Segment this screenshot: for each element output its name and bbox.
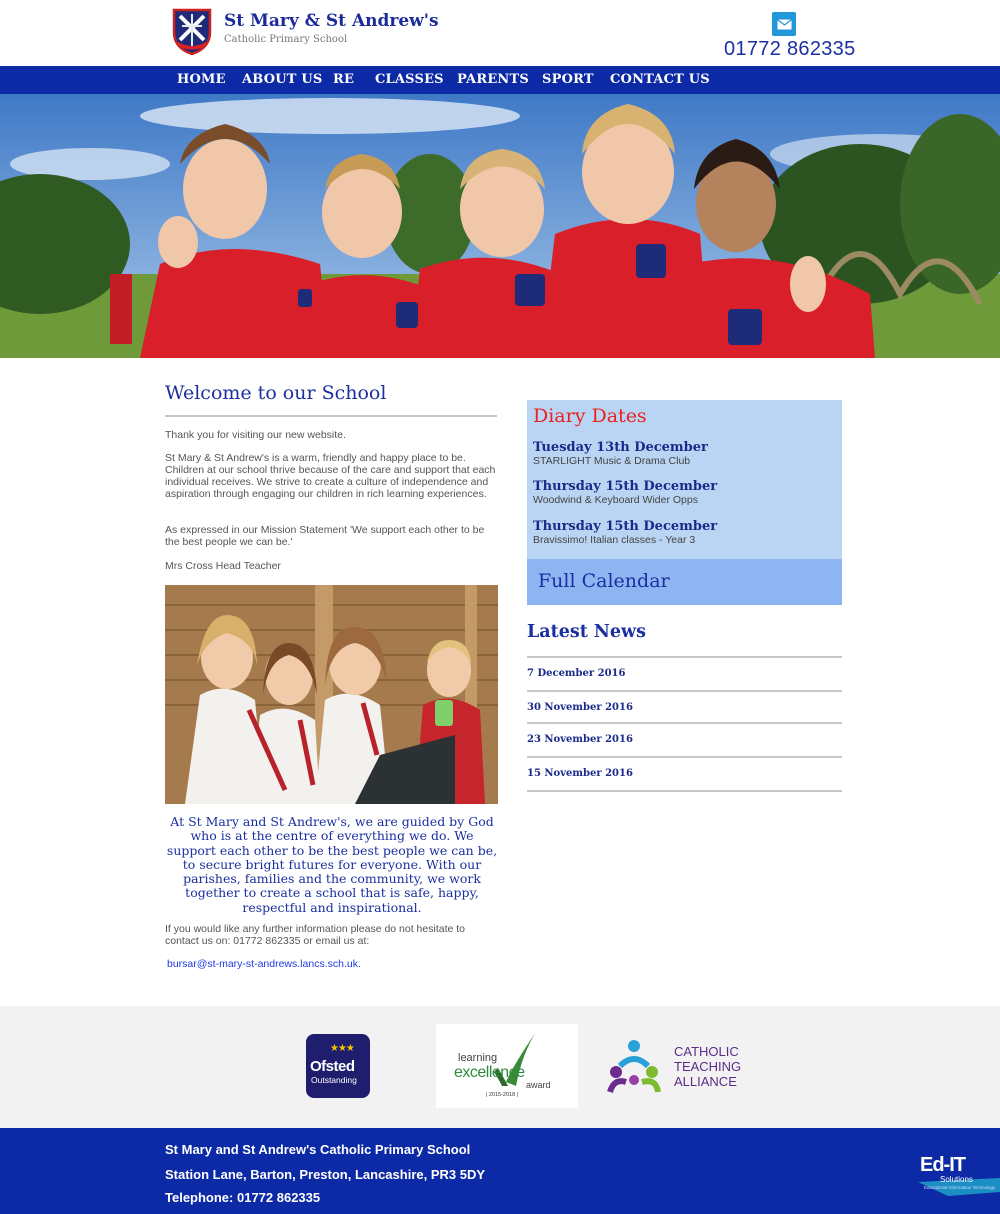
ofsted-grade: Outstanding: [311, 1075, 357, 1085]
site-footer: [0, 1128, 1000, 1214]
cta-line-2: TEACHING: [674, 1059, 742, 1074]
full-calendar-button[interactable]: [527, 559, 842, 605]
header-phone[interactable]: 01772 862335: [724, 38, 856, 60]
diary-entry-date[interactable]: Thursday 15th December: [533, 519, 718, 534]
diary-entry-event: Bravissimo! Italian classes - Year 3: [533, 534, 696, 546]
nav-home[interactable]: HOME: [177, 72, 226, 87]
news-divider: [527, 756, 842, 758]
footer-telephone: Telephone: 01772 862335: [165, 1190, 321, 1205]
mail-button[interactable]: [772, 12, 796, 36]
ofsted-stars-icon: ★★★: [330, 1043, 354, 1054]
nav-classes[interactable]: CLASSES: [375, 72, 444, 87]
site-header: [0, 0, 1000, 66]
lea-line-3: award: [526, 1080, 551, 1090]
hero-image: [0, 94, 1000, 358]
school-name[interactable]: St Mary & St Andrew's: [224, 11, 439, 31]
diary-entry-date[interactable]: Tuesday 13th December: [533, 440, 708, 455]
contact-prompt: If you would like any further information please do not hesitate to contact us on: 01772 862335 or email us at:: [165, 923, 466, 947]
news-item[interactable]: 15 November 2016: [527, 768, 633, 779]
welcome-intro: Thank you for visiting our new website.: [165, 429, 346, 441]
footer-school-name: St Mary and St Andrew's Catholic Primary School: [165, 1142, 471, 1157]
ofsted-logo[interactable]: [306, 1034, 370, 1098]
mission-quote: As expressed in our Mission Statement 'We support each other to be the best people we can be.': [165, 524, 485, 548]
pupils-photo: [165, 585, 498, 804]
accreditation-logos: [0, 1006, 1000, 1128]
ofsted-name: Ofsted: [310, 1058, 355, 1075]
latest-news-title: Latest News: [527, 622, 646, 642]
welcome-title: Welcome to our School: [165, 382, 387, 404]
news-item[interactable]: 30 November 2016: [527, 702, 633, 713]
full-calendar-label: Full Calendar: [538, 570, 670, 592]
mission-statement: At St Mary and St Andrew's, we are guided by God who is at the centre of everything we do. We support each other to be the best people we can be, to secure bright futures for everyone. With our parishes, families and the community, we work together to create a school that is safe, happy, respectful and inspirational.: [166, 814, 498, 915]
school-subtitle: Catholic Primary School: [224, 34, 348, 45]
news-item[interactable]: 7 December 2016: [527, 668, 626, 679]
edit-logo-name: Ed-IT: [920, 1154, 965, 1176]
edit-solutions-logo[interactable]: [918, 1152, 1000, 1198]
head-teacher-signoff: Mrs Cross Head Teacher: [165, 560, 281, 572]
diary-entry-event: STARLIGHT Music & Drama Club: [533, 455, 691, 467]
lea-line-1: learning: [458, 1052, 498, 1064]
catholic-teaching-alliance-logo[interactable]: [606, 1036, 746, 1100]
nav-parents[interactable]: PARENTS: [457, 72, 529, 87]
welcome-divider: [165, 415, 497, 417]
lea-line-2: excellence: [454, 1064, 525, 1081]
news-item[interactable]: 23 November 2016: [527, 734, 633, 745]
news-divider: [527, 790, 842, 792]
diary-dates-panel: [527, 400, 842, 605]
learning-excellence-logo[interactable]: [436, 1024, 578, 1108]
nav-sport[interactable]: SPORT: [542, 72, 594, 87]
email-link[interactable]: bursar@st-mary-st-andrews.lancs.sch.uk.: [167, 958, 361, 970]
footer-address: Station Lane, Barton, Preston, Lancashire, PR3 5DY: [165, 1167, 486, 1182]
diary-entry-event: Woodwind & Keyboard Wider Opps: [533, 494, 698, 506]
diary-entry-date[interactable]: Thursday 15th December: [533, 479, 718, 494]
cta-line-3: ALLIANCE: [674, 1074, 737, 1089]
welcome-body: St Mary & St Andrew's is a warm, friendly and happy place to be. Children at our school thrive because of the care and support that each individual receives. We strive to create a culture of independence and aspiration through engaging our children in rich learning experiences.: [165, 452, 496, 500]
main-nav: [0, 66, 1000, 94]
news-divider: [527, 656, 842, 658]
news-divider: [527, 690, 842, 692]
diary-title: Diary Dates: [533, 405, 647, 427]
edit-logo-tagline: Educational Information Technology: [924, 1185, 996, 1190]
cta-line-1: CATHOLIC: [674, 1044, 739, 1059]
news-divider: [527, 722, 842, 724]
mail-icon: [777, 19, 792, 30]
nav-contact-us[interactable]: CONTACT US: [610, 72, 710, 87]
lea-years: | 2015-2018 |: [485, 1092, 519, 1098]
edit-logo-sub: Solutions: [940, 1175, 973, 1184]
nav-re[interactable]: RE: [333, 72, 355, 87]
nav-about-us[interactable]: ABOUT US: [242, 72, 323, 87]
school-crest-icon[interactable]: [170, 6, 214, 56]
